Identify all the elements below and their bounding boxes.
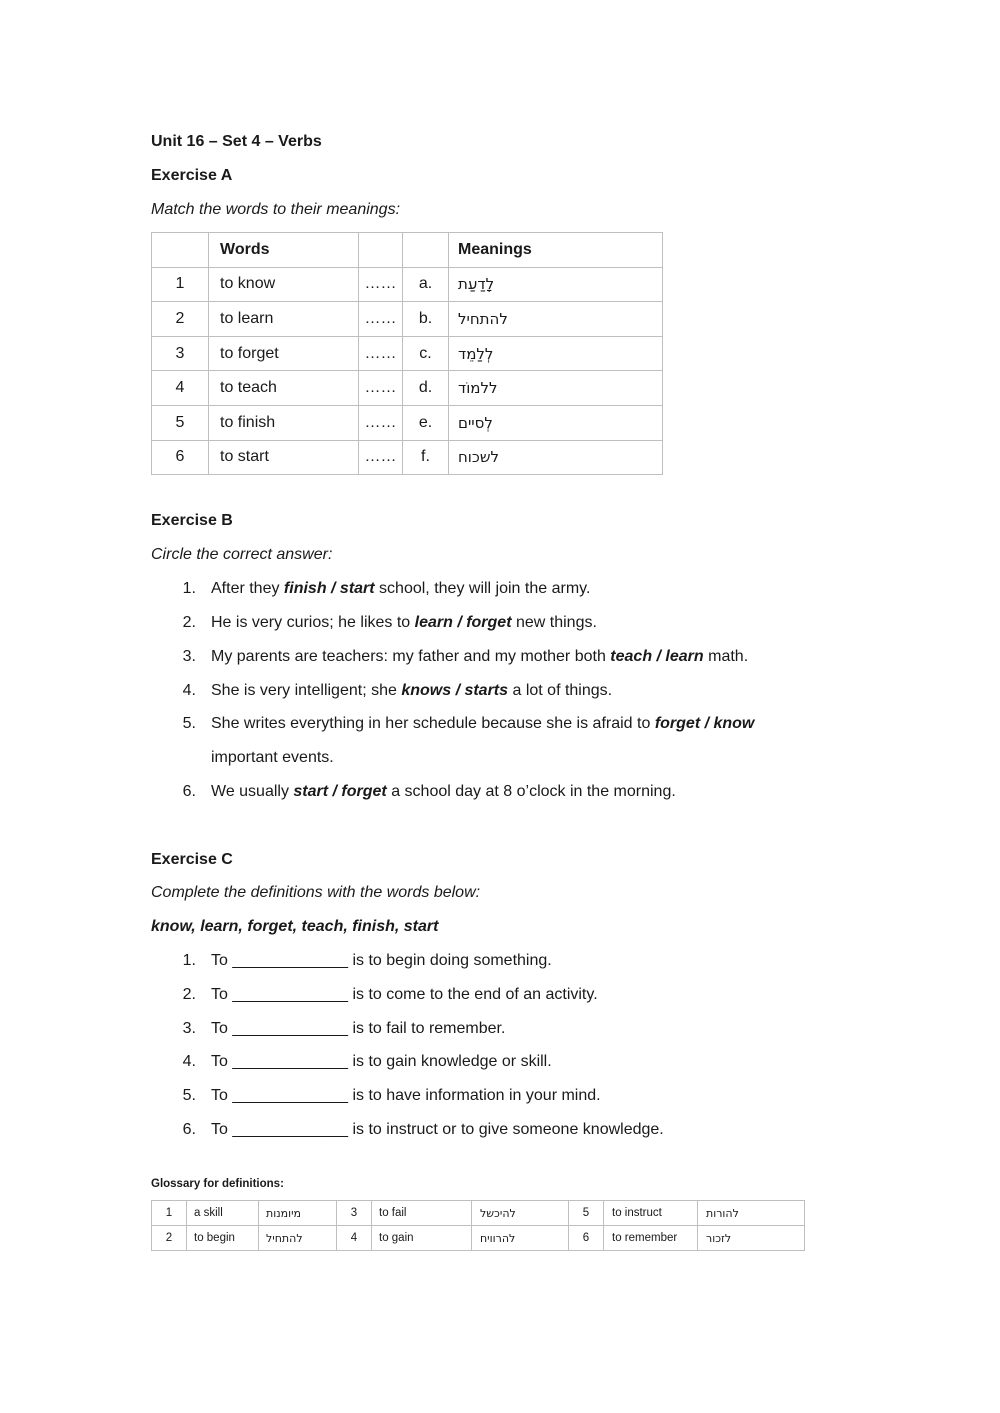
- glossary-number: 5: [569, 1201, 604, 1226]
- glossary-term: to fail: [372, 1201, 472, 1226]
- answer-blank[interactable]: ……: [359, 371, 403, 406]
- row-letter: e.: [403, 405, 449, 440]
- table-row: [152, 336, 663, 371]
- definition-item[interactable]: To _____________ is to come to the end of an activity.: [211, 986, 598, 1003]
- matching-table: [151, 232, 663, 475]
- item-text-pre: She writes everything in her schedule because she is afraid to: [211, 715, 655, 732]
- header-cell-blank: [359, 233, 403, 268]
- definition-item[interactable]: To _____________ is to have information in your mind.: [211, 1087, 601, 1104]
- row-number: 1: [152, 267, 209, 302]
- answer-choice[interactable]: teach / learn: [610, 648, 704, 665]
- answer-blank[interactable]: ……: [359, 336, 403, 371]
- glossary-translation: להתחיל: [259, 1226, 337, 1251]
- item-number: 3.: [182, 648, 196, 665]
- glossary-term: a skill: [187, 1201, 259, 1226]
- table-row: [152, 1201, 805, 1226]
- table-row: [152, 1226, 805, 1251]
- item-number: 2.: [182, 614, 196, 631]
- item-number: 5.: [182, 715, 196, 732]
- item-number: 2.: [182, 986, 196, 1003]
- glossary-heading: Glossary for definitions:: [151, 1178, 284, 1190]
- glossary-translation: לזכור: [698, 1226, 805, 1251]
- list-item: [211, 581, 590, 597]
- exercise-a-instruction: Match the words to their meanings:: [151, 201, 401, 218]
- definition-item[interactable]: To _____________ is to gain knowledge or skill.: [211, 1053, 552, 1070]
- glossary-number: 3: [337, 1201, 372, 1226]
- row-meaning: לשכוח: [449, 440, 663, 475]
- item-number: 1.: [182, 580, 196, 597]
- row-letter: f.: [403, 440, 449, 475]
- matching-table-header: [152, 233, 663, 268]
- table-row: [152, 302, 663, 337]
- list-item: [211, 615, 597, 631]
- glossary-number: 6: [569, 1226, 604, 1251]
- glossary-translation: להיכשל: [472, 1201, 569, 1226]
- row-number: 4: [152, 371, 209, 406]
- item-text-post: a lot of things.: [508, 682, 613, 699]
- item-text-post: a school day at 8 o’clock in the morning.: [386, 783, 676, 800]
- table-row: [152, 371, 663, 406]
- glossary-term: to begin: [187, 1226, 259, 1251]
- item-number: 1.: [182, 952, 196, 969]
- row-word: to finish: [209, 405, 359, 440]
- row-word: to learn: [209, 302, 359, 337]
- answer-choice[interactable]: learn / forget: [414, 614, 512, 631]
- row-meaning: ללמוֹד: [449, 371, 663, 406]
- list-item-continuation: important events.: [211, 749, 334, 766]
- answer-blank[interactable]: ……: [359, 267, 403, 302]
- definition-item[interactable]: To _____________ is to begin doing something.: [211, 952, 552, 969]
- list-item: [211, 649, 748, 665]
- item-number: 6.: [182, 783, 196, 800]
- item-text-post: math.: [703, 648, 749, 665]
- answer-blank[interactable]: ……: [359, 302, 403, 337]
- item-number: 4.: [182, 1053, 196, 1070]
- answer-blank[interactable]: ……: [359, 440, 403, 475]
- glossary-term: to remember: [604, 1226, 698, 1251]
- glossary-term: to instruct: [604, 1201, 698, 1226]
- glossary-number: 2: [152, 1226, 187, 1251]
- row-letter: a.: [403, 267, 449, 302]
- header-words: Words: [209, 233, 359, 268]
- glossary-translation: להרוויח: [472, 1226, 569, 1251]
- row-meaning: להתחיל: [449, 302, 663, 337]
- row-meaning: לְלַמֵד: [449, 336, 663, 371]
- row-word: to forget: [209, 336, 359, 371]
- row-meaning: לְסיים: [449, 405, 663, 440]
- row-number: 2: [152, 302, 209, 337]
- definition-item[interactable]: To _____________ is to instruct or to give someone knowledge.: [211, 1121, 664, 1138]
- glossary-translation: להורות: [698, 1201, 805, 1226]
- item-text-pre: We usually: [211, 783, 294, 800]
- table-row: [152, 405, 663, 440]
- glossary-number: 1: [152, 1201, 187, 1226]
- row-letter: c.: [403, 336, 449, 371]
- header-cell-number: [152, 233, 209, 268]
- exercise-c-instruction: Complete the definitions with the words below:: [151, 884, 481, 901]
- word-bank: know, learn, forget, teach, finish, start: [151, 918, 439, 935]
- item-text-pre: He is very curios; he likes to: [211, 614, 415, 631]
- item-text-post: new things.: [511, 614, 597, 631]
- page-title: Unit 16 – Set 4 – Verbs: [151, 133, 322, 150]
- answer-choice[interactable]: start / forget: [293, 783, 387, 800]
- exercise-c-heading: Exercise C: [151, 851, 233, 868]
- answer-choice[interactable]: finish / start: [283, 580, 375, 597]
- row-number: 5: [152, 405, 209, 440]
- item-number: 5.: [182, 1087, 196, 1104]
- row-number: 6: [152, 440, 209, 475]
- answer-blank[interactable]: ……: [359, 405, 403, 440]
- item-text-pre: My parents are teachers: my father and my mother both: [211, 648, 611, 665]
- item-number: 6.: [182, 1121, 196, 1138]
- row-word: to teach: [209, 371, 359, 406]
- item-text-post: school, they will join the army.: [374, 580, 591, 597]
- list-item: [211, 716, 754, 732]
- answer-choice[interactable]: knows / starts: [401, 682, 509, 699]
- glossary-number: 4: [337, 1226, 372, 1251]
- table-row: [152, 267, 663, 302]
- row-meaning: לָדַעַת: [449, 267, 663, 302]
- glossary-table: [151, 1200, 805, 1251]
- item-number: 4.: [182, 682, 196, 699]
- row-letter: d.: [403, 371, 449, 406]
- exercise-b-instruction: Circle the correct answer:: [151, 546, 333, 563]
- definition-item[interactable]: To _____________ is to fail to remember.: [211, 1020, 506, 1037]
- header-meanings: Meanings: [449, 233, 663, 268]
- answer-choice[interactable]: forget / know: [654, 715, 755, 732]
- list-item: [211, 784, 676, 800]
- header-cell-letter: [403, 233, 449, 268]
- exercise-b-heading: Exercise B: [151, 512, 233, 529]
- item-text-pre: She is very intelligent; she: [211, 682, 402, 699]
- item-number: 3.: [182, 1020, 196, 1037]
- row-word: to start: [209, 440, 359, 475]
- table-row: [152, 440, 663, 475]
- item-text-pre: After they: [211, 580, 284, 597]
- glossary-translation: מיומנות: [259, 1201, 337, 1226]
- exercise-a-heading: Exercise A: [151, 167, 233, 184]
- glossary-term: to gain: [372, 1226, 472, 1251]
- row-word: to know: [209, 267, 359, 302]
- row-number: 3: [152, 336, 209, 371]
- row-letter: b.: [403, 302, 449, 337]
- list-item: [211, 683, 612, 699]
